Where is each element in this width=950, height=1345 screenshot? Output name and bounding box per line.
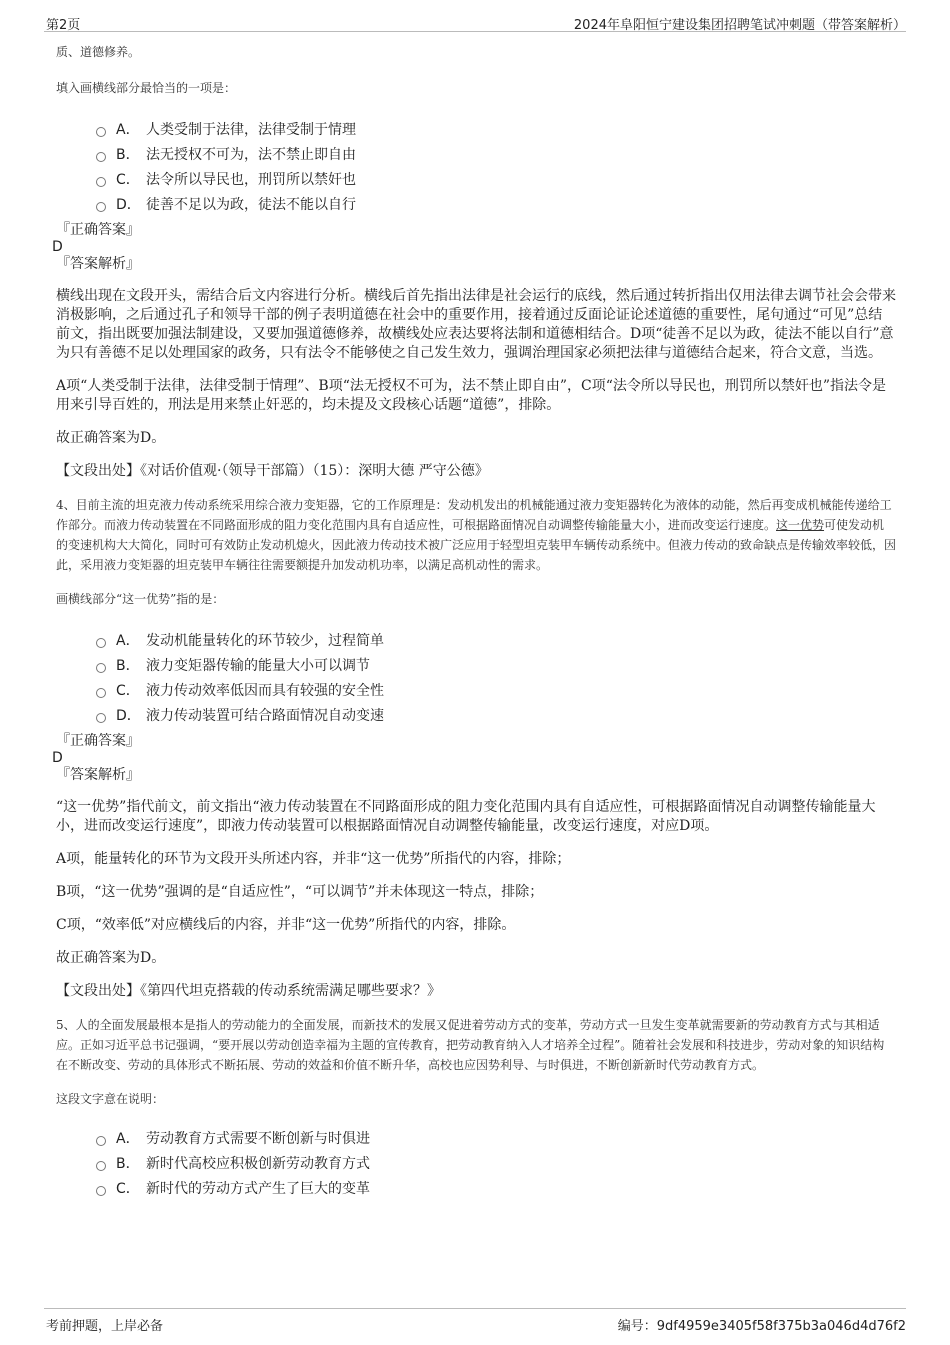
document-code: 编号：9df4959e3405f58f375b3a046d4d76f2 [617, 1319, 906, 1334]
q3-analysis-p2: A项“人类受制于法律，法律受制于情理”、B项“法无授权不可为，法不禁止即自由”，C项“法令所以导民也，刑罚所以禁奸也”指法令是用来引导百姓的，刑法是用来禁止奸恶的，均未提及文段核心话题“道德”，排除。 [56, 378, 887, 413]
footer-slogan: 考前押题，上岸必备 [46, 1319, 164, 1334]
q3-option-b[interactable]: B． 法无授权不可为，法不禁止即自由 [96, 141, 896, 166]
radio-icon[interactable] [96, 177, 106, 187]
radio-icon[interactable] [96, 663, 106, 673]
radio-icon[interactable] [96, 1136, 106, 1146]
q4-analysis-p3: B项，“这一优势”强调的是“自适应性”，“可以调节”并未体现这一特点，排除； [56, 884, 544, 900]
q5-option-a[interactable]: A． 劳动教育方式需要不断创新与时俱进 [96, 1125, 896, 1150]
radio-icon[interactable] [96, 1161, 106, 1171]
q4-option-c[interactable]: C． 液力传动效率低因而具有较强的安全性 [96, 677, 896, 702]
q4-analysis-label: 『答案解析』 [56, 767, 140, 783]
q4-option-a[interactable]: A． 发动机能量转化的环节较少，过程简单 [96, 627, 896, 652]
document-title: 2024年阜阳恒宁建设集团招聘笔试冲刺题（带答案解析） [573, 18, 906, 33]
q5-option-c[interactable]: C． 新时代的劳动方式产生了巨大的变革 [96, 1175, 896, 1200]
q5-option-b[interactable]: B． 新时代高校应积极创新劳动教育方式 [96, 1150, 896, 1175]
radio-icon[interactable] [96, 688, 106, 698]
q4-answer: D [52, 750, 63, 766]
q3-options [96, 116, 896, 216]
radio-icon[interactable] [96, 127, 106, 137]
q4-option-b[interactable]: B． 液力变矩器传输的能量大小可以调节 [96, 652, 896, 677]
q3-option-c[interactable]: C． 法令所以导民也，刑罚所以禁奸也 [96, 166, 896, 191]
q4-answer-label: 『正确答案』 [56, 733, 140, 749]
q4-option-d[interactable]: D． 液力传动装置可结合路面情况自动变速 [96, 702, 896, 727]
q3-option-d[interactable]: D． 徒善不足以为政，徒法不能以自行 [96, 191, 896, 216]
q3-answer: D [52, 239, 63, 255]
page-content [52, 40, 897, 1200]
q5-prompt: 这段文字意在说明： [56, 1092, 165, 1106]
radio-icon[interactable] [96, 152, 106, 162]
radio-icon[interactable] [96, 202, 106, 212]
page-number: 第2页 [46, 18, 81, 33]
q3-source: 【文段出处】《对话价值观·（领导干部篇）（15）：深明大德 严守公德》 [56, 463, 489, 479]
q3-analysis-label: 『答案解析』 [56, 256, 140, 272]
q3-answer-label: 『正确答案』 [56, 222, 140, 238]
q4-stem: 4、目前主流的坦克液力传动系统采用综合液力变矩器，它的工作原理是：发动机发出的机械能通过液力变矩器转化为液体的动能，然后再变成机械能传递给工作部分。而液力传动装置在不同路面形成的阻力变化范围内具有自适应性，可根据路面情况自动调整传输能量大小，进而改变运行速度。这一优势可使发动机的变速机构大大简化，同时可有效防止发动机熄火，因此液力传动技术被广泛应用于轻型坦克装甲车辆传动系统中。但液力传动的致命缺点是传输效率较低，因此，采用液力变矩器的坦克装甲车辆往往需要额提升加发动机功率，以满足高机动性的需求。 [56, 498, 897, 572]
q4-analysis-p5: 故正确答案为D。 [56, 950, 166, 966]
q4-analysis-p1: “这一优势”指代前文，前文指出“液力传动装置在不同路面形成的阻力变化范围内具有自适应性，可根据路面情况自动调整传输能量大小，进而改变运行速度”，即液力传动装置可以根据路面情况自动调整传输能量，改变运行速度，对应D项。 [56, 799, 876, 834]
q4-source: 【文段出处】《第四代坦克搭载的传动系统需满足哪些要求？》 [56, 983, 441, 999]
q3-stem-tail: 质、道德修养。 [56, 45, 141, 59]
q4-analysis-p4: C项，“效率低”对应横线后的内容，并非“这一优势”所指代的内容，排除。 [56, 917, 516, 933]
q4-options [96, 627, 896, 727]
page-footer [44, 1308, 906, 1338]
radio-icon[interactable] [96, 638, 106, 648]
q5-stem: 5、人的全面发展最根本是指人的劳动能力的全面发展，而新技术的发展又促进着劳动方式的变革，劳动方式一旦发生变革就需要新的劳动教育方式与其相适应。正如习近平总书记强调，“要开展以劳动创造幸福为主题的宣传教育，把劳动教育纳入人才培养全过程”。随着社会发展和科技进步，劳动对象的知识结构在不断改变、劳动的具体形式不断拓展、劳动的效益和价值不断升华，高校也应因势利导、与时俱进，不断创新新时代劳动教育方式。 [56, 1018, 885, 1072]
q4-underlined-phrase: 这一优势 [776, 518, 825, 532]
radio-icon[interactable] [96, 713, 106, 723]
q4-analysis-p2: A项，能量转化的环节为文段开头所述内容，并非“这一优势”所指代的内容，排除； [56, 851, 571, 867]
q3-prompt: 填入画横线部分最恰当的一项是： [56, 81, 237, 95]
q3-analysis-p1: 横线出现在文段开头，需结合后文内容进行分析。横线后首先指出法律是社会运行的底线，然后通过转折指出仅用法律去调节社会会带来消极影响，之后通过孔子和领导干部的例子表明道德在社会中的重要作用，接着通过反面论证论述道德的重要性，尾句通过“可见”总结前文，指出既要加强法制建设，又要加强道德修养，故横线处应表达要将法制和道德相结合。D项“徒善不足以为政，徒法不能以自行”意为只有善德不足以处理国家的政务，只有法令不能够使之自己发生效力，强调治理国家必须把法律与道德结合起来，符合文意，当选。 [56, 288, 896, 361]
q3-option-a[interactable]: A． 人类受制于法律，法律受制于情理 [96, 116, 896, 141]
q4-prompt: 画横线部分“这一优势”指的是： [56, 592, 225, 606]
page-header [44, 10, 906, 32]
radio-icon[interactable] [96, 1186, 106, 1196]
q5-options [96, 1125, 896, 1200]
q3-analysis-p3: 故正确答案为D。 [56, 430, 166, 446]
